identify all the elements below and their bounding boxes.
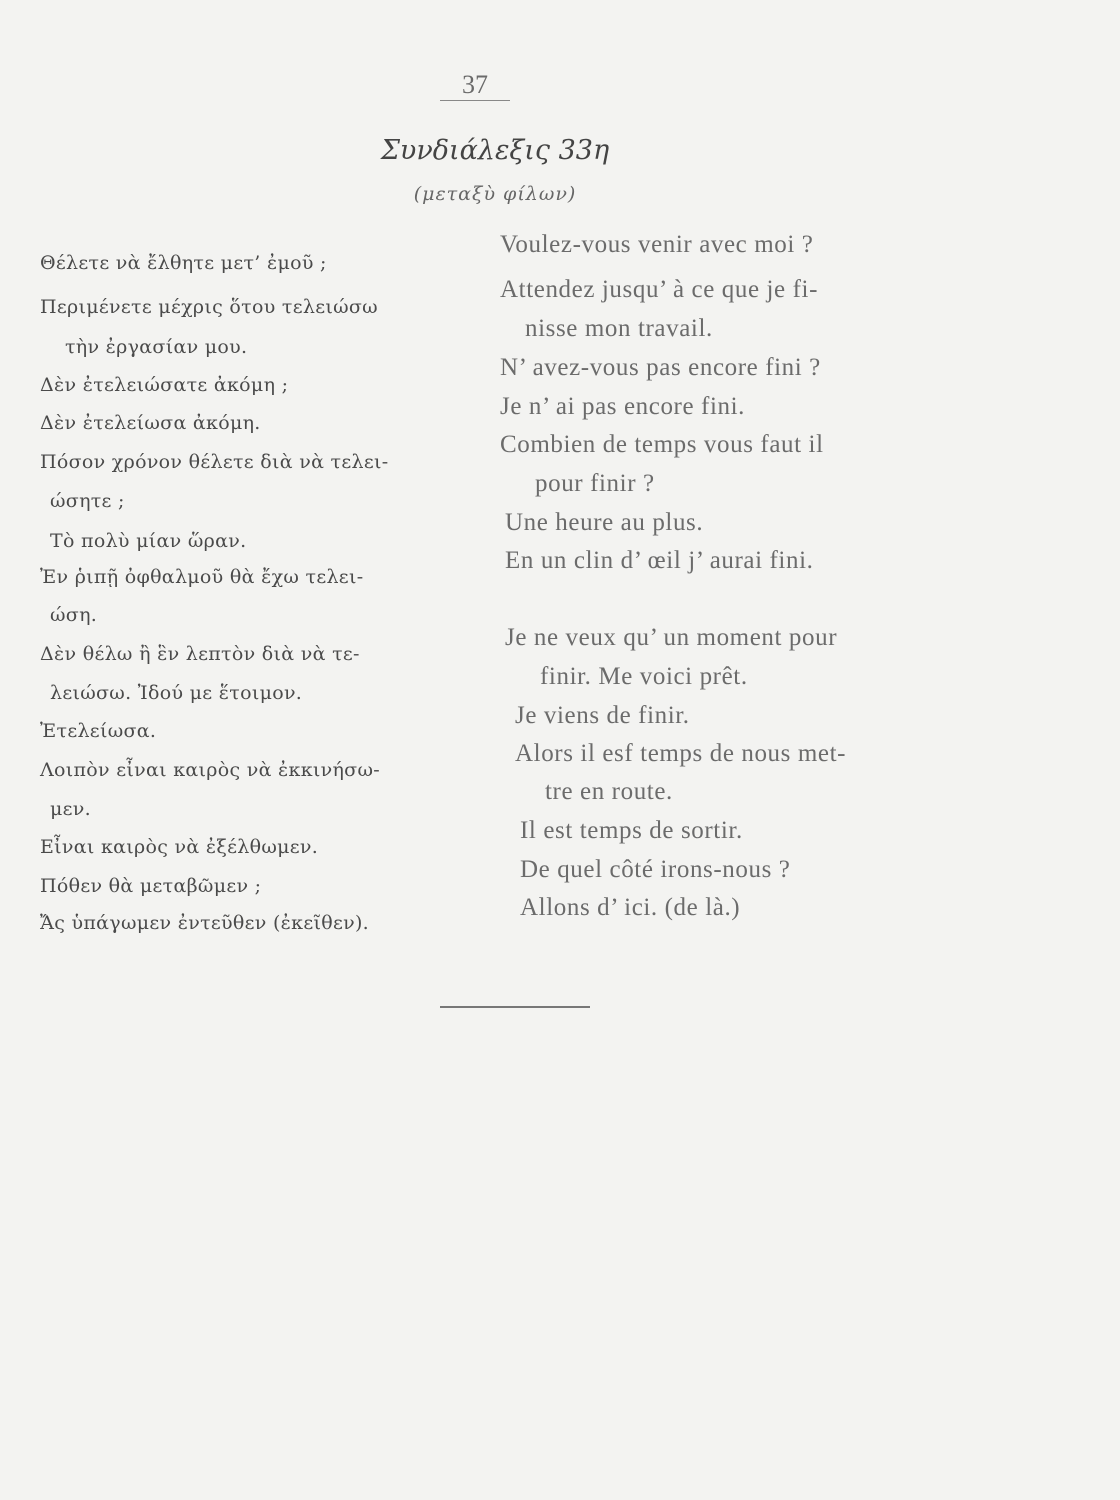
greek-line: ώση. [50,604,98,626]
french-line: Attendez jusqu’ à ce que je fi- [500,276,819,303]
french-line: De quel côté irons-nous ? [520,856,791,883]
greek-line: Δὲν ἐτελείωσα ἀκόμη. [40,412,261,434]
dialogue-subtitle: (μεταξὺ φίλων) [413,183,577,205]
greek-line: Περιμένετε μέχρις ὅτου τελειώσω [40,296,378,318]
greek-line: Πόθεν θὰ μεταβῶμεν ; [40,875,262,897]
french-line: Une heure au plus. [505,509,704,536]
french-line: finir. Me voici prêt. [540,663,748,690]
french-line: pour finir ? [535,470,655,497]
greek-line: λειώσω. Ἰδού με ἕτοιμον. [50,682,303,704]
french-line: nisse mon travail. [525,315,713,342]
french-line: tre en route. [545,778,673,805]
greek-line: Πόσον χρόνον θέλετε διὰ νὰ τελει- [40,451,389,473]
page-number: 37 [440,70,510,101]
greek-line: Δὲν ἐτελειώσατε ἀκόμη ; [40,374,289,396]
greek-line: Ἐτελείωσα. [40,720,157,742]
french-line: Je ne veux qu’ un moment pour [505,624,838,651]
greek-line: Ἐν ῥιπῇ ὀφθαλμοῦ θὰ ἔχω τελει- [40,566,364,588]
french-line: Il est temps de sortir. [520,817,743,844]
greek-line: ώσητε ; [50,490,125,512]
greek-line: Λοιπὸν εἶναι καιρὸς νὰ ἐκκινήσω- [40,759,380,781]
french-line: Allons d’ ici. (de là.) [520,894,741,921]
french-line: Combien de temps vous faut il [500,431,824,458]
french-line: Alors il esf temps de nous met- [515,740,847,767]
greek-line: Εἶναι καιρὸς νὰ ἐξέλθωμεν. [40,836,319,858]
french-line: En un clin d’ œil j’ aurai fini. [505,547,814,574]
greek-line: Ἄς ὑπάγωμεν ἐντεῦθεν (ἐκεῖθεν). [40,912,370,934]
closing-rule [440,1006,590,1008]
greek-line: Τὸ πολὺ μίαν ὥραν. [50,530,247,552]
french-line: N’ avez-vous pas encore fini ? [500,354,821,381]
french-line: Je n’ ai pas encore fini. [500,393,745,420]
dialogue-title: Συνδιάλεξις 33η [380,135,610,166]
greek-line: Δὲν θέλω ἢ ἓν λεπτὸν διὰ νὰ τε- [40,643,360,665]
greek-line: τὴν ἐργασίαν μου. [65,336,248,358]
greek-line: Θέλετε νὰ ἔλθητε μετ’ ἐμοῦ ; [40,252,327,274]
french-line: Je viens de finir. [515,702,690,729]
french-line: Voulez-vous venir avec moi ? [500,231,814,258]
greek-line: μεν. [50,798,91,820]
